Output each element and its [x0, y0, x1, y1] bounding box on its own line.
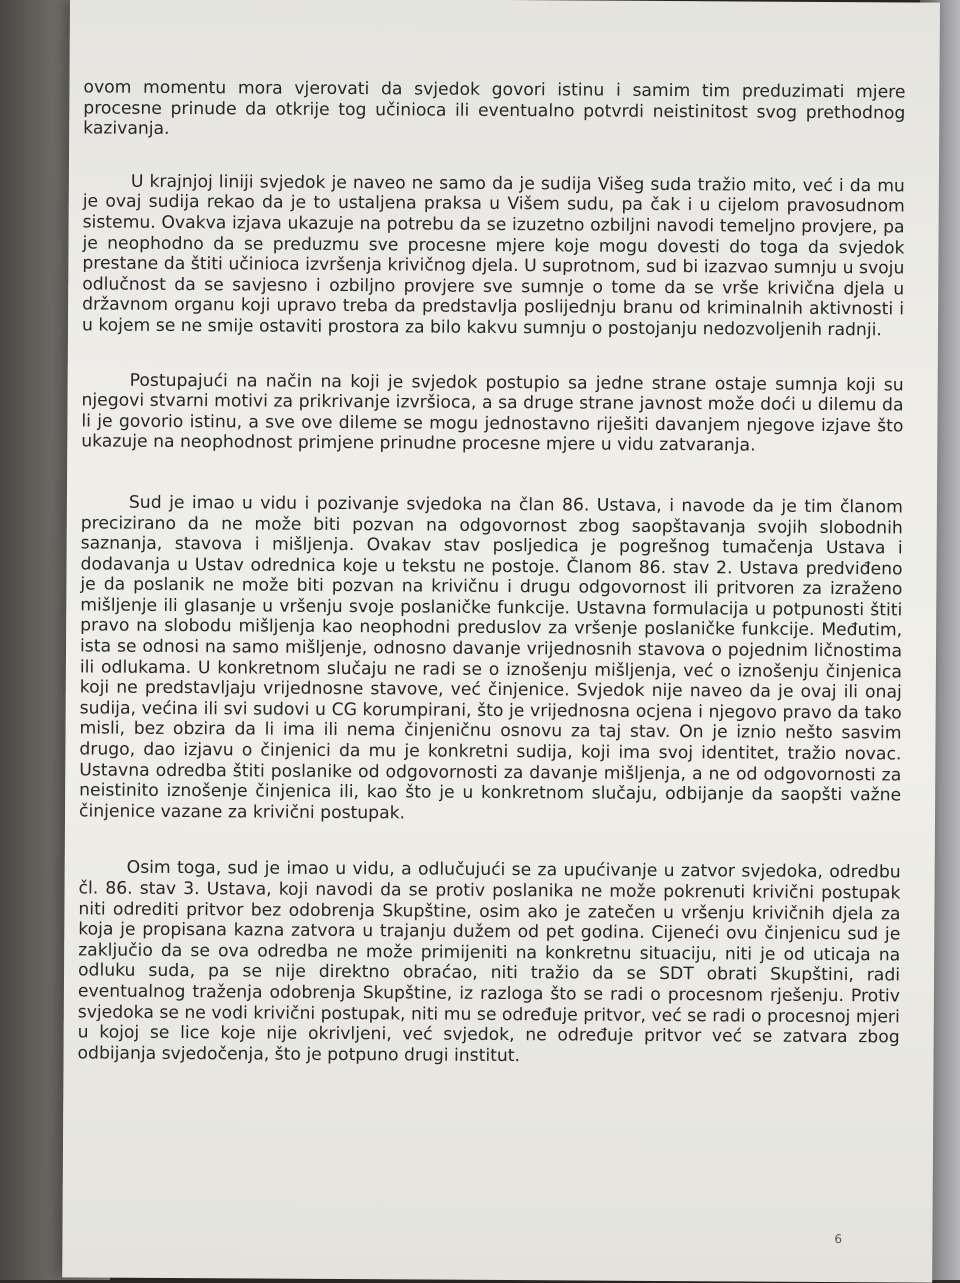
document-page — [62, 0, 940, 1283]
paragraph-4: Sud je imao u vidu i pozivanje svjedoka na član 86. Ustava, i navode da je tim članom precizirano da ne može biti pozvan na odgovornost zbog saopštavanja svojih slobodnih saznanja, stavova i mišljenja. Ovakav stav posljedica je pogrešnog tumačenja Ustava i dodavanja u Ustav odrednica koje u tekstu ne postoje. Članom 86. stav 2. Ustava predviđeno je da poslanik ne može biti pozvan na krivičnu i drugu odgovornost ili pritvoren za izraženo mišljenje ili glasanje u vršenju svoje poslaničke funkcije. Ustavna formulacija u potpunosti štiti pravo na slobodu mišljenja kao neophodni preduslov za vršenje poslaničke funkcije. Međutim, ista se odnosi na samo mišljenje, odnosno davanje vrijednosnih stavova o pojednim ličnostima ili odlukama. U konkretnom slučaju ne radi se o iznošenju mišljenja, već o iznošenju činjenica koji ne predstavljaju vrijednosne stavove, već činjenice. Svjedok nije naveo da je ovaj ili onaj sudija, većina ili svi sudovi u CG korumpirani, što je vrijednosna ocjena i njegovo pravo da tako misli, bez obzira da li ima ili nema činjeničnu osnovu za taj stav. On je iznio nešto sasvim drugo, dao izjavu o činjenici da mu je konkretni sudija, koji ima svoj identitet, tražio novac. Ustavna odredba štiti poslanike od odgovornosti za davanje mišljenja, a ne od odgovornosti za neistinito iznošenje činjenica ili, kao što je u konkretnom slučaju, odbijanje da saopšti važne činjenice vazane za krivični postupak. — [78, 492, 903, 824]
paragraph-2: U krajnjoj liniji svjedok je naveo ne samo da je sudija Višeg suda tražio mito, već i da mu je ovaj sudija rekao da je to ustaljena praksa u Višem sudu, pa čak i u cijelom pravosudnom sistemu. Ovakva izjava ukazuje na potrebu da se izuzetno ozbiljni navodi temeljno provjere, pa je neophodno da se preduzmu sve procesne mjere koje mogu dovesti do toga da svjedok prestane da štiti učinioca izvršenja krivičnog djela. U suprotnom, sud bi izazvao sumnju u svoju odlučnost da se savjesno i ozbiljno provjere sve sumnje o tome da se vrše krivična djela u državnom organu koji upravo treba da predstavlja poslijednju branu od kriminalnih aktivnosti i u kojem se ne smije ostaviti prostora za bilo kakvu sumnju o postojanju nedozvoljenih radnji. — [81, 171, 905, 341]
paragraph-3: Postupajući na način na koji je svjedok postupio sa jedne strane ostaje sumnja koji su njegovi stvarni motivi za prikrivanje izvršioca, a sa druge strane javnost može doći u dilemu da li je govorio istinu, a sve ove dileme se mogu jednostavno riješiti davanjem njegove izjave što ukazuje na neophodnost primjene prinudne procesne mjere u vidu zatvaranja. — [81, 370, 904, 456]
paragraph-1: ovom momentu mora vjerovati da svjedok govori istinu i samim tim preduzimati mjere procesne prinude da otkrije tog učinioca ili eventualno potvrdi neistinitost svog prethodnog kazivanja. — [83, 77, 906, 140]
document-body — [77, 77, 905, 1068]
page-number: 6 — [834, 1232, 843, 1247]
paragraph-5: Osim toga, sud je imao u vidu, a odlučujući se za upućivanje u zatvor svjedoka, odredbu čl. 86. stav 3. Ustava, koji navodi da se protiv poslanika ne može pokrenuti krivični postupak niti odrediti pritvor bez odobrenja Skupštine, osim ako je zatečen u vršenju krivičnih djela za koja je propisana kazna zatvora u trajanju dužem od pet godina. Cijeneći ovu činjenicu sud je zaključio da se ova odredba ne može primijeniti na konkretnu situaciju, niti je od uticaja na odluku suda, pa se nije direktno obraćao, niti tražio da se SDT obrati Skupštini, radi eventualnog traženja odobrenja Skupštine, iz razloga što se radi o procesnom rješenju. Protiv svjedoka se ne vodi krivični postupak, niti mu se određuje pritvor, već se radi o procesnoj mjeri u kojoj se lice koje nije okrivljeni, već svjedok, ne određuje pritvor već se zatvara zbog odbijanja svjedočenja, što je potpuno drugi institut. — [77, 858, 901, 1066]
